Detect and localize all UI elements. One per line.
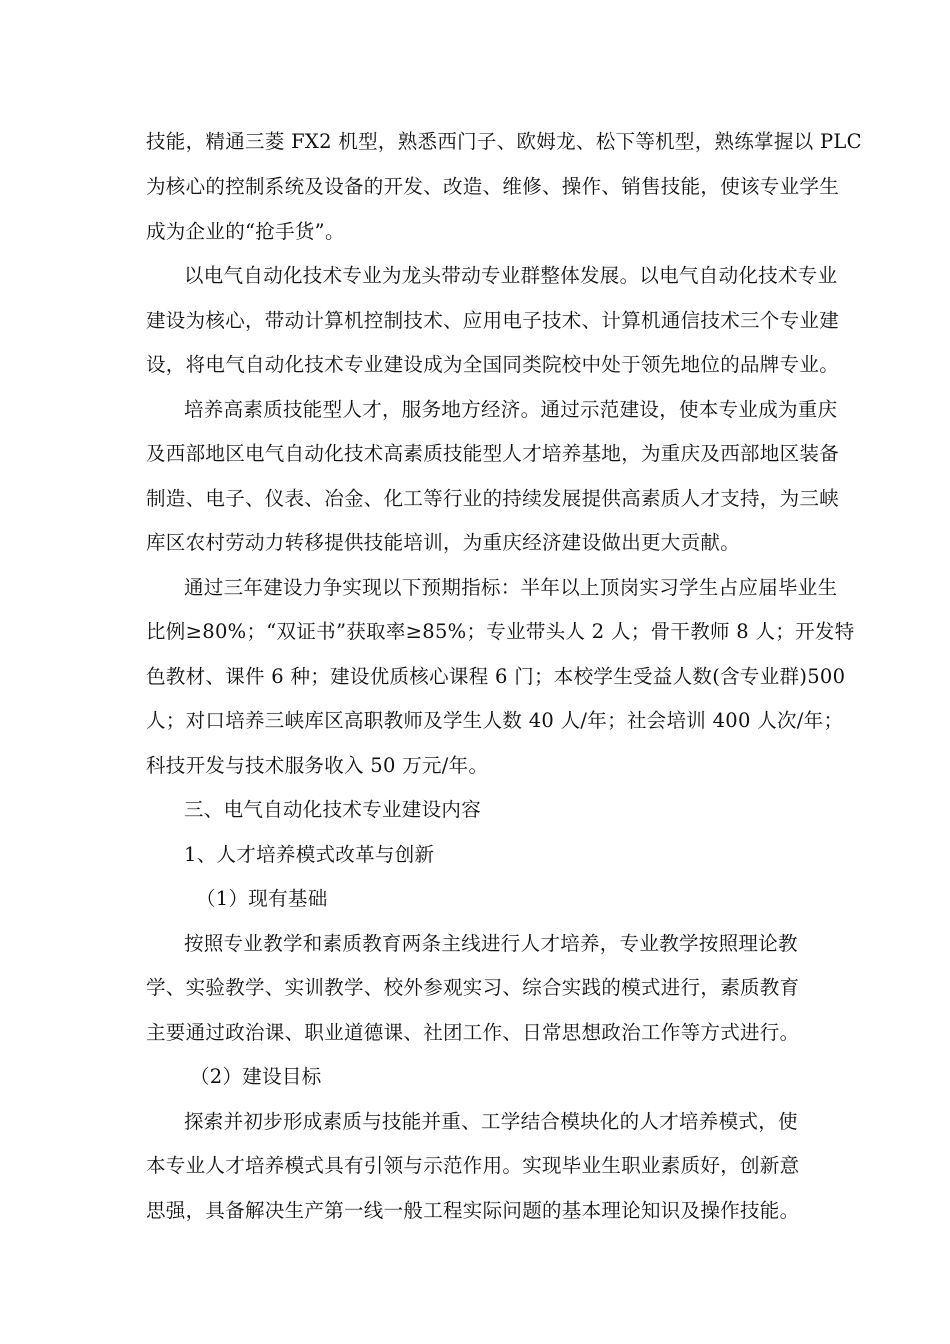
paragraph-4-line-3: 色教材、课件 6 种；建设优质核心课程 6 门；本校学生受益人数(含专业群)500 xyxy=(146,665,846,688)
paragraph-3-line-3: 制造、电子、仪表、冶金、化工等行业的持续发展提供高素质人才支持，为三峡 xyxy=(146,487,840,510)
paragraph-3-line-2: 及西部地区电气自动化技术高素质技能型人才培养基地，为重庆及西部地区装备 xyxy=(146,442,840,465)
paragraph-4-line-5: 科技开发与技术服务收入 50 万元/年。 xyxy=(146,754,489,777)
paragraph-3-line-1: 培养高素质技能型人才，服务地方经济。通过示范建设，使本专业成为重庆 xyxy=(184,398,838,421)
paragraph-2-line-1: 以电气自动化技术专业为龙头带动专业群整体发展。以电气自动化技术专业 xyxy=(184,264,838,287)
basis-paragraph-line-2: 学、实验教学、实训教学、校外参观实习、综合实践的模式进行，素质教育 xyxy=(146,976,800,999)
goal-paragraph-line-2: 本专业人才培养模式具有引领与示范作用。实现毕业生职业素质好，创新意 xyxy=(146,1154,800,1177)
paragraph-1-line-3: 成为企业的“抢手货”。 xyxy=(146,220,345,243)
basis-heading: （1）现有基础 xyxy=(196,887,328,910)
paragraph-2-line-2: 建设为核心，带动计算机控制技术、应用电子技术、计算机通信技术三个专业建 xyxy=(146,309,840,332)
paragraph-2-line-3: 设，将电气自动化技术专业建设成为全国同类院校中处于领先地位的品牌专业。 xyxy=(146,353,840,376)
subsection-heading: 1、人才培养模式改革与创新 xyxy=(184,843,435,866)
goal-paragraph-line-3: 思强，具备解决生产第一线一般工程实际问题的基本理论知识及操作技能。 xyxy=(146,1199,800,1222)
paragraph-4-line-1: 通过三年建设力争实现以下预期指标：半年以上顶岗实习学生占应届毕业生 xyxy=(184,576,838,599)
basis-paragraph-line-1: 按照专业教学和素质教育两条主线进行人才培养，专业教学按照理论教 xyxy=(184,932,798,955)
goal-heading: （2）建设目标 xyxy=(190,1065,322,1088)
paragraph-1-line-1: 技能，精通三菱 FX2 机型，熟悉西门子、欧姆龙、松下等机型，熟练掌握以 PLC xyxy=(146,130,862,153)
paragraph-4-line-4: 人；对口培养三峡库区高职教师及学生人数 40 人/年；社会培训 400 人次/年； xyxy=(146,709,844,732)
paragraph-1-line-2: 为核心的控制系统及设备的开发、改造、维修、操作、销售技能，使该专业学生 xyxy=(146,175,840,198)
paragraph-4-line-2: 比例≥80%；“双证书”获取率≥85%；专业带头人 2 人；骨干教师 8 人；开发特 xyxy=(146,620,855,643)
paragraph-3-line-4: 库区农村劳动力转移提供技能培训，为重庆经济建设做出更大贡献。 xyxy=(146,531,741,554)
basis-paragraph-line-3: 主要通过政治课、职业道德课、社团工作、日常思想政治工作等方式进行。 xyxy=(146,1021,800,1044)
section-heading: 三、电气自动化技术专业建设内容 xyxy=(184,798,482,821)
goal-paragraph-line-1: 探索并初步形成素质与技能并重、工学结合模块化的人才培养模式，使 xyxy=(184,1110,798,1133)
